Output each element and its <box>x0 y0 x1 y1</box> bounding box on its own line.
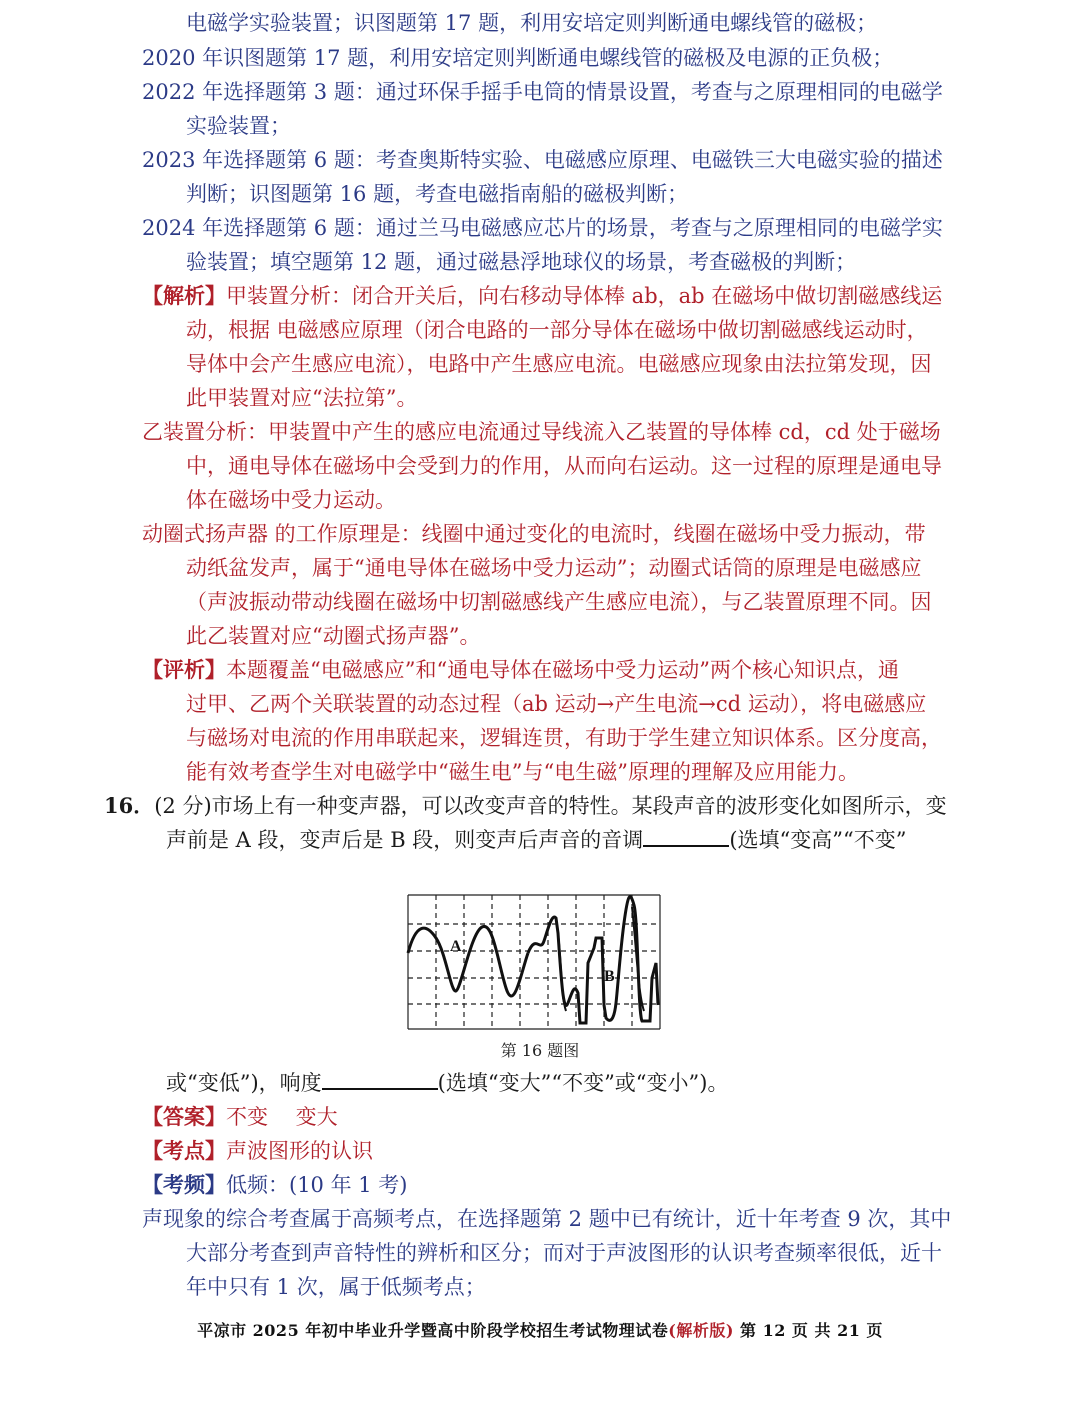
freq-detail-line: 声现象的综合考查属于高频考点，在选择题第 2 题中已有统计，近十年考查 9 次，其中 <box>142 1207 952 1231</box>
review-line: 2024 年选择题第 6 题：通过兰马电磁感应芯片的场景，考查与之原理相同的电磁学实 <box>142 216 943 240</box>
label-a: A <box>450 938 462 955</box>
review-line: 判断；识图题第 16 题，考查电磁指南船的磁极判断； <box>186 182 689 206</box>
label-b: B <box>604 968 615 985</box>
analysis-line: 中，通电导体在磁场中会受到力的作用，从而向右运动。这一过程的原理是通电导 <box>186 454 942 478</box>
analysis-text: 甲装置分析：闭合开关后，向右移动导体棒 ab，ab 在磁场中做切割磁感线运 <box>226 284 943 308</box>
waveform-a <box>408 926 528 996</box>
question-text: (选填“变大”“不变”或“变小”)。 <box>437 1071 729 1095</box>
review-line: 2023 年选择题第 6 题：考查奥斯特实验、电磁感应原理、电磁铁三大电磁实验的描述 <box>142 148 943 172</box>
question-text: (2 分)市场上有一种变声器，可以改变声音的特性。某段声音的波形变化如图所示，变 <box>154 794 947 818</box>
pitch-blank[interactable] <box>643 825 729 847</box>
analysis-line: 乙装置分析：甲装置中产生的感应电流通过导线流入乙装置的导体棒 cd，cd 处于磁场 <box>142 420 941 444</box>
point-tag: 【考点】 <box>142 1138 226 1163</box>
analysis-tag: 【解析】 <box>142 283 226 308</box>
review-line: 实验装置； <box>186 114 291 138</box>
analysis-line: 导体中会产生感应电流），电路中产生感应电流。电磁感应现象由法拉第发现，因 <box>186 352 932 376</box>
figure-caption: 第 16 题图 <box>500 1041 580 1060</box>
analysis-line: （声波振动带动线圈在磁场中切割磁感线产生感应电流），与乙装置原理不同。因 <box>186 590 932 614</box>
question-text: 声前是 A 段，变声后是 B 段，则变声后声音的音调 <box>166 828 644 852</box>
question-number: 16． <box>104 793 155 818</box>
comment-text: 本题覆盖“电磁感应”和“通电导体在磁场中受力运动”两个核心知识点，通 <box>226 658 899 682</box>
analysis-line: 动纸盆发声，属于“通电导体在磁场中受力运动”；动圈式话筒的原理是电磁感应 <box>186 556 922 580</box>
question-line-3 <box>166 1068 728 1098</box>
analysis-line: 动圈式扬声器 的工作原理是：线圈中通过变化的电流时，线圈在磁场中受力振动，带 <box>142 522 926 546</box>
answer-text: 不变 变大 <box>226 1105 338 1129</box>
loudness-blank[interactable] <box>322 1068 438 1090</box>
comment-line: 能有效考查学生对电磁学中“磁生电”与“电生磁”原理的理解及应用能力。 <box>186 760 859 784</box>
freq-tag: 【考频】 <box>142 1172 226 1197</box>
freq-detail-line: 年中只有 1 次，属于低频考点； <box>186 1275 486 1299</box>
footer-edition: (解析版) <box>668 1321 734 1340</box>
comment-tag: 【评析】 <box>142 657 226 682</box>
analysis-line: 体在磁场中受力运动。 <box>186 488 396 512</box>
analysis-line: 此甲装置对应“法拉第”。 <box>186 386 418 410</box>
review-line: 2020 年识图题第 17 题，利用安培定则判断通电螺线管的磁极及电源的正负极； <box>142 46 894 70</box>
freq-line <box>142 1170 408 1200</box>
review-line: 验装置；填空题第 12 题，通过磁悬浮地球仪的场景，考查磁极的判断； <box>186 250 857 274</box>
waveform-b-inner <box>556 907 644 1011</box>
question-text: (选填“变高”“不变” <box>729 828 907 852</box>
answer-line <box>142 1102 338 1132</box>
point-line <box>142 1136 373 1166</box>
waveform-figure <box>406 893 662 1033</box>
analysis-first-line <box>142 281 942 311</box>
review-line: 2022 年选择题第 3 题：通过环保手摇手电筒的情景设置，考查与之原理相同的电磁学 <box>142 80 943 104</box>
point-text: 声波图形的认识 <box>226 1139 373 1163</box>
footer-title: 平凉市 2025 年初中毕业升学暨高中阶段学校招生考试物理试卷 <box>197 1321 669 1340</box>
comment-first-line <box>142 655 899 685</box>
footer-page: 第 12 页 共 21 页 <box>740 1321 883 1340</box>
freq-detail-line: 大部分考查到声音特性的辨析和区分；而对于声波图形的认识考查频率很低，近十 <box>186 1241 942 1265</box>
freq-text: 低频：(10 年 1 考) <box>226 1173 408 1197</box>
comment-line: 过甲、乙两个关联装置的动态过程（ab 运动→产生电流→cd 运动），将电磁感应 <box>186 692 927 716</box>
page-footer <box>0 1318 1080 1341</box>
question-line-1 <box>104 791 947 821</box>
question-text: 或“变低”)，响度 <box>166 1071 322 1095</box>
analysis-line: 此乙装置对应“动圈式扬声器”。 <box>186 624 481 648</box>
review-line: 电磁学实验装置；识图题第 17 题，利用安培定则判断通电螺线管的磁极； <box>186 11 878 35</box>
question-line-2 <box>166 825 906 855</box>
analysis-line: 动，根据 电磁感应原理（闭合电路的一部分导体在磁场中做切割磁感线运动时， <box>186 318 928 342</box>
comment-line: 与磁场对电流的作用串联起来，逻辑连贯，有助于学生建立知识体系。区分度高， <box>186 726 942 750</box>
answer-tag: 【答案】 <box>142 1104 226 1129</box>
